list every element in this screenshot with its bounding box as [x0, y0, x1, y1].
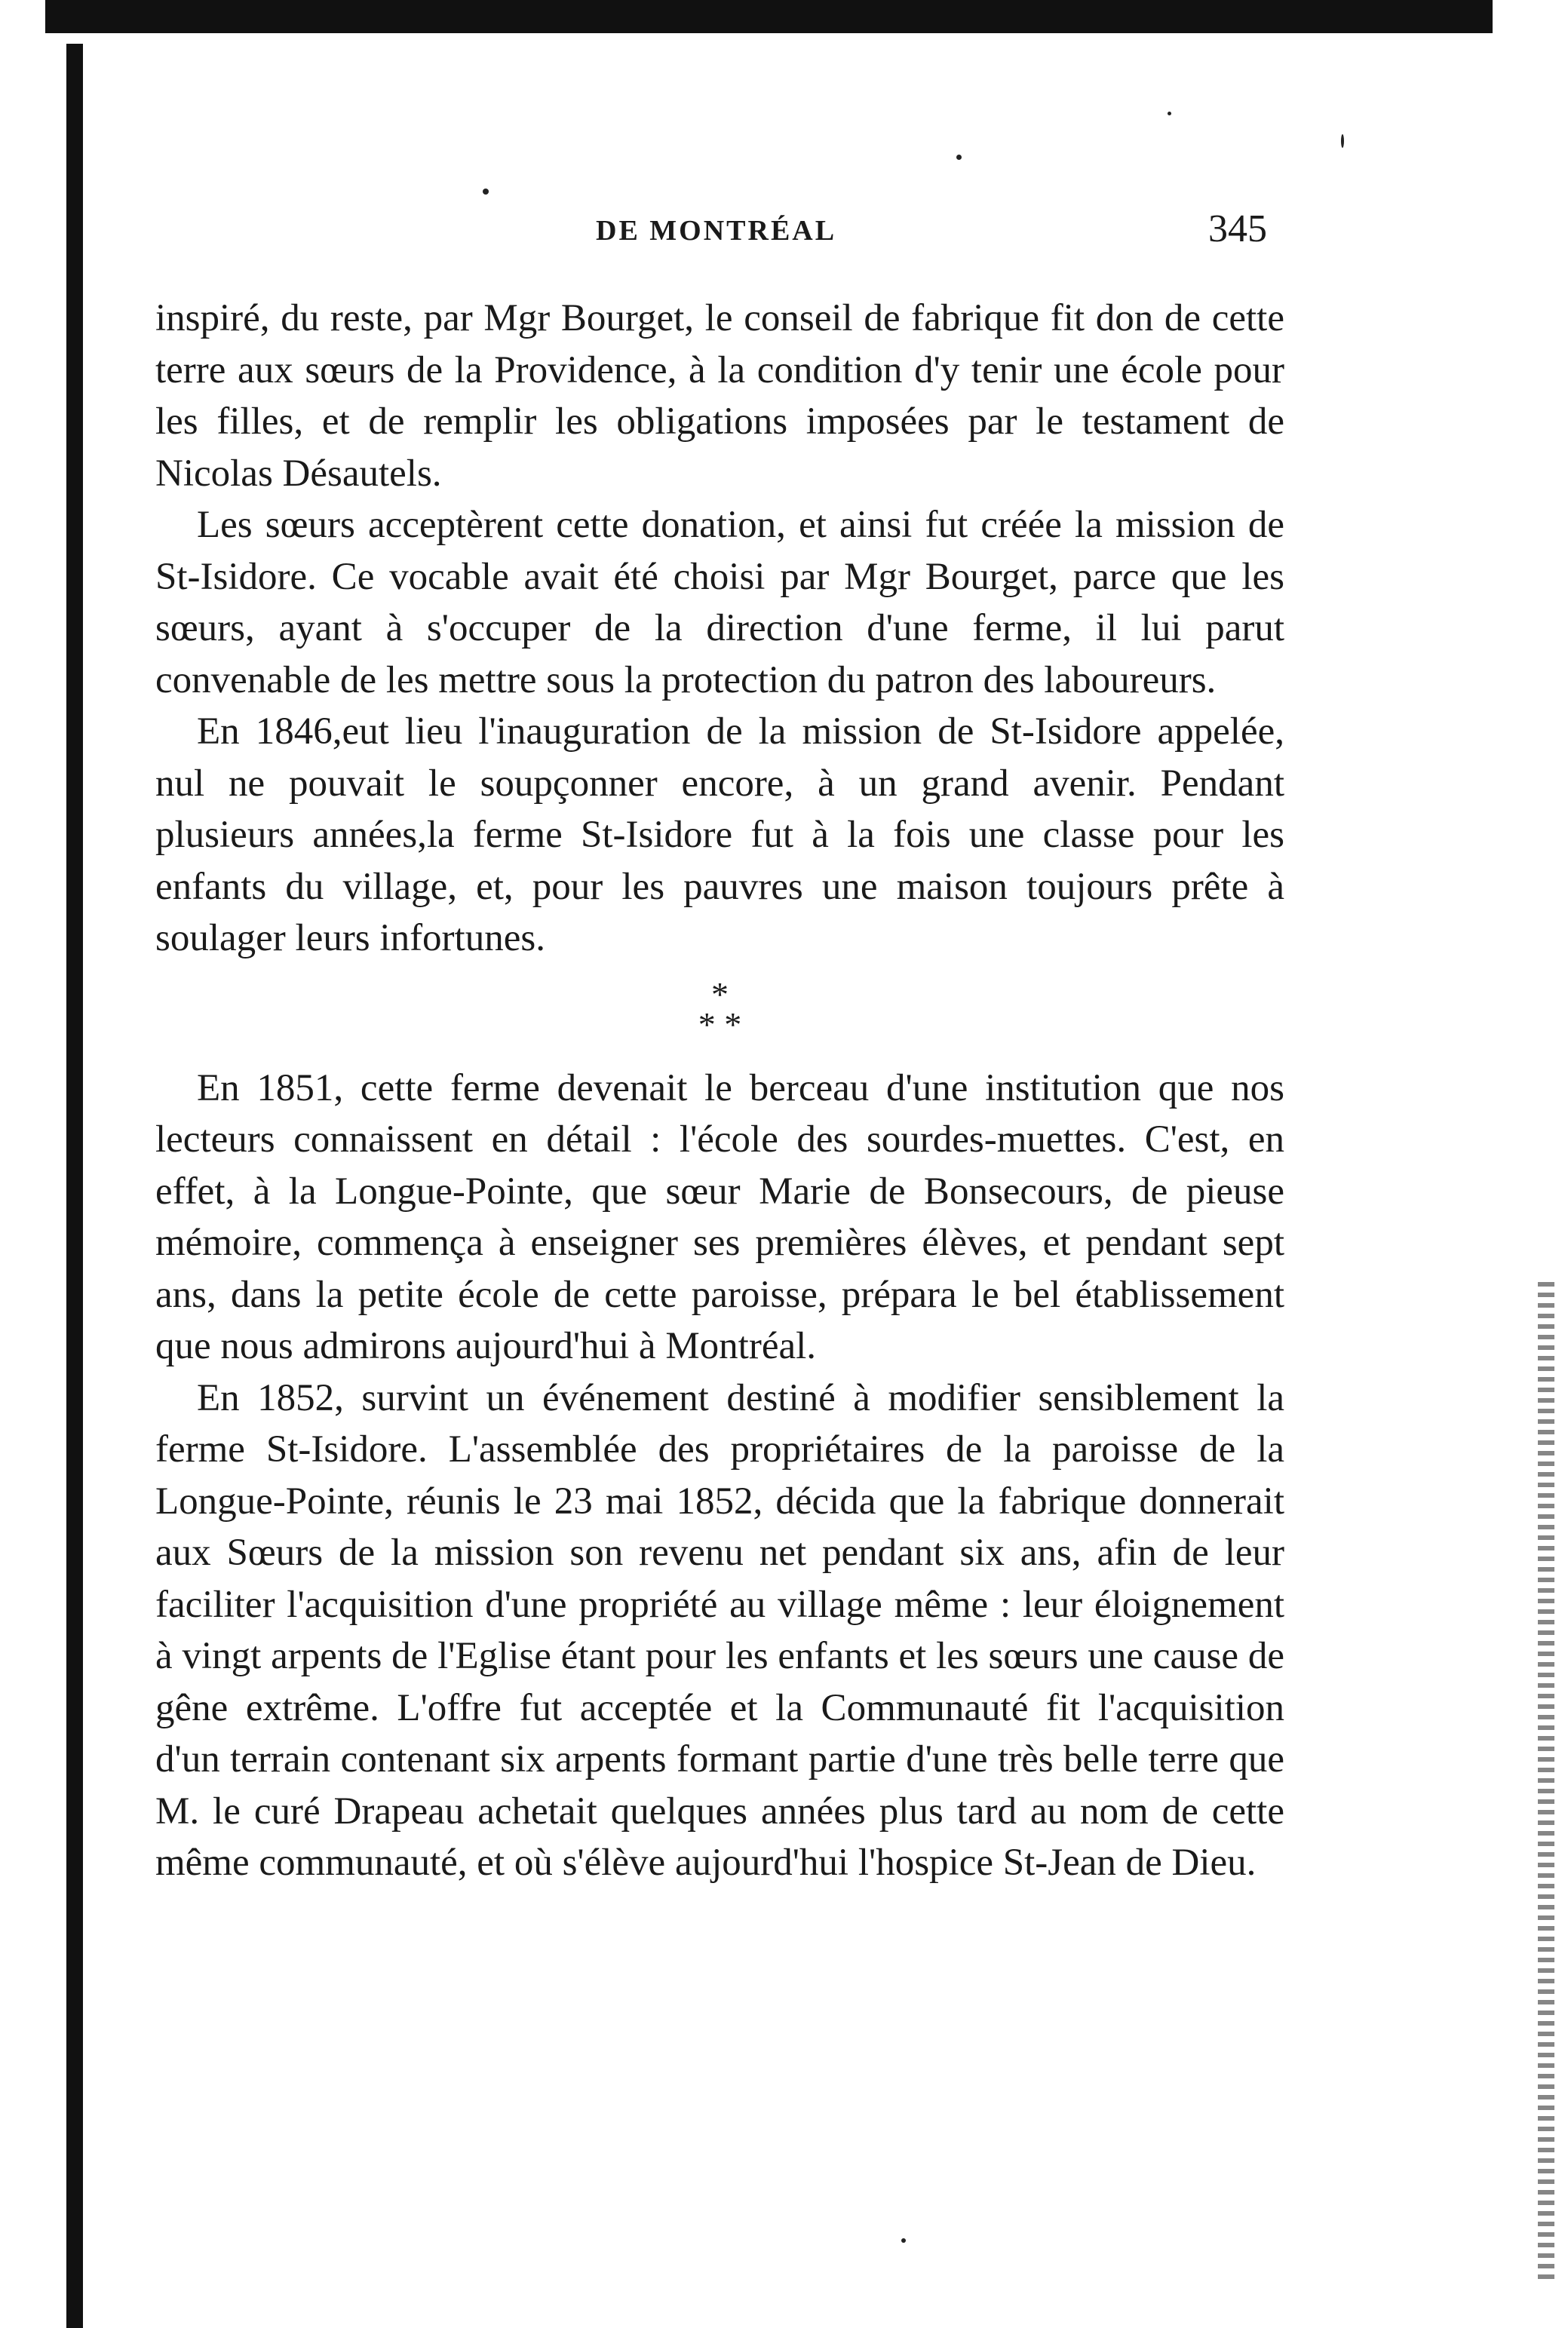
asterism-top: *: [711, 974, 729, 1014]
asterism-bottom: * *: [698, 1005, 742, 1044]
scan-right-edge-noise: [1538, 1282, 1554, 2285]
scan-speck: [956, 155, 962, 160]
scan-speck: [1341, 134, 1344, 148]
running-title: DE MONTRÉAL: [596, 215, 837, 247]
scan-top-border: [45, 0, 1493, 33]
scan-speck: [1168, 112, 1171, 115]
running-head: [166, 207, 1297, 252]
page-number: 345: [1208, 207, 1267, 250]
paragraph: Les sœurs acceptèrent cette donation, et ainsi fut créée la mission de St-Isidore. Ce vocable avait été choisi par Mgr Bourget, parce que les sœurs, ayant à s'occuper de la direction d'une ferme, il lui parut convenable de les mettre sous la protection du patron des laboureurs.: [155, 504, 1284, 701]
section-break-asterism: [155, 965, 1284, 1063]
scan-left-border: [66, 44, 83, 2328]
paragraph: En 1852, survint un événement destiné à modifier sensiblement la ferme St-Isidore. L'assemblée des propriétaires de la paroisse de la Longue-Pointe, réunis le 23 mai 1852, décida que la fabrique donnerait aux Sœurs de la mission son revenu net pendant six ans, afin de leur faciliter l'acquisition d'une propriété au village même : leur éloignement à vingt arpents de l'Eglise étant pour les enfants et les sœurs une cause de gêne extrême. L'offre fut acceptée et la Communauté fit l'acquisition d'un terrain contenant six arpents formant partie d'une très belle terre que M. le curé Drapeau achetait quelques années plus tard au nom de cette même communauté, et où s'élève aujourd'hui l'hospice St-Jean de Dieu.: [155, 1376, 1284, 1884]
text-body: [155, 293, 1284, 1889]
scan-speck: [483, 189, 489, 195]
paragraph: En 1846,eut lieu l'inauguration de la mission de St-Isidore appelée, nul ne pouvait le soupçonner encore, à un grand avenir. Pendant plusieurs années,la ferme St-Isidore fut à la fois une classe pour les enfants du village, et, pour les pauvres une maison toujours prête à soulager leurs infortunes.: [155, 710, 1284, 959]
paragraph: inspiré, du reste, par Mgr Bourget, le conseil de fabrique fit don de cette terre aux sœurs de la Providence, à la condition d'y tenir une école pour les filles, et de remplir les obligations imposées par le testament de Nicolas Désautels.: [155, 297, 1284, 495]
paragraph: En 1851, cette ferme devenait le berceau d'une institution que nos lecteurs connaissent en détail : l'école des sourdes-muettes. C'est, en effet, à la Longue-Pointe, que sœur Marie de Bonsecours, de pieuse mémoire, commença à enseigner ses premières élèves, et pendant sept ans, dans la petite école de cette paroisse, prépara le bel établissement que nous admirons aujourd'hui à Montréal.: [155, 1066, 1284, 1367]
scan-speck: [901, 2238, 906, 2243]
